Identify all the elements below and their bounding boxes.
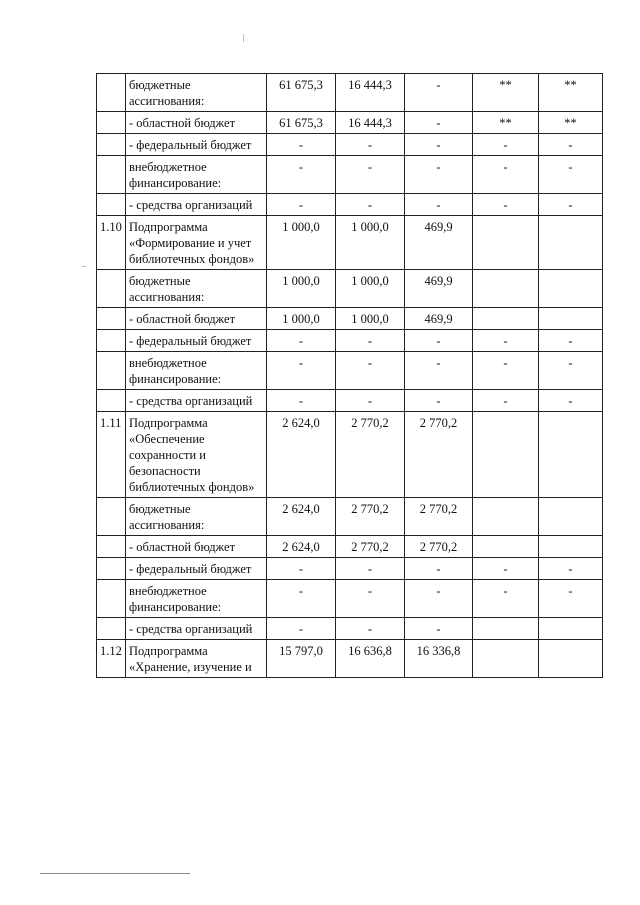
value-cell: 61 675,3 <box>267 112 336 134</box>
value-cell: - <box>539 156 603 194</box>
value-cell <box>473 308 539 330</box>
footer-rule <box>40 873 190 874</box>
scan-artifact-top <box>243 34 244 42</box>
value-cell: - <box>539 134 603 156</box>
value-cell: - <box>267 580 336 618</box>
value-cell: 2 770,2 <box>405 498 473 536</box>
value-cell <box>473 536 539 558</box>
row-label: внебюджетное финансирование: <box>126 352 267 390</box>
value-cell: - <box>405 352 473 390</box>
value-cell: - <box>267 618 336 640</box>
table-row <box>97 270 603 308</box>
table-row <box>97 74 603 112</box>
value-cell: - <box>473 134 539 156</box>
value-cell: 16 444,3 <box>336 112 405 134</box>
value-cell: - <box>336 134 405 156</box>
value-cell: - <box>267 558 336 580</box>
row-code: 1.10 <box>97 216 126 270</box>
value-cell: 469,9 <box>405 308 473 330</box>
table-row <box>97 330 603 352</box>
row-label: Подпрограмма «Хранение, изучение и <box>126 640 267 678</box>
budget-table <box>96 73 603 678</box>
value-cell: - <box>473 156 539 194</box>
row-label: - средства организаций <box>126 390 267 412</box>
scan-artifact-left <box>82 266 86 267</box>
value-cell: - <box>336 558 405 580</box>
value-cell: 2 624,0 <box>267 498 336 536</box>
row-label: бюджетные ассигнования: <box>126 498 267 536</box>
value-cell: ** <box>473 112 539 134</box>
value-cell: - <box>405 330 473 352</box>
value-cell: - <box>405 112 473 134</box>
value-cell <box>473 498 539 536</box>
row-code <box>97 74 126 112</box>
value-cell: 2 770,2 <box>336 536 405 558</box>
value-cell: - <box>473 558 539 580</box>
budget-table-body <box>97 74 603 678</box>
table-row <box>97 308 603 330</box>
value-cell: - <box>405 558 473 580</box>
table-row <box>97 640 603 678</box>
row-label: - федеральный бюджет <box>126 134 267 156</box>
value-cell: - <box>267 330 336 352</box>
value-cell: - <box>405 156 473 194</box>
value-cell: - <box>336 194 405 216</box>
value-cell: - <box>405 134 473 156</box>
table-row <box>97 498 603 536</box>
row-code: 1.11 <box>97 412 126 498</box>
value-cell: 61 675,3 <box>267 74 336 112</box>
value-cell: 1 000,0 <box>336 216 405 270</box>
value-cell: ** <box>473 74 539 112</box>
value-cell <box>539 618 603 640</box>
value-cell <box>539 308 603 330</box>
value-cell: - <box>539 580 603 618</box>
value-cell <box>539 270 603 308</box>
value-cell <box>473 216 539 270</box>
value-cell: ** <box>539 74 603 112</box>
table-row <box>97 536 603 558</box>
value-cell: 16 336,8 <box>405 640 473 678</box>
value-cell: - <box>405 390 473 412</box>
row-code: 1.12 <box>97 640 126 678</box>
value-cell: 469,9 <box>405 216 473 270</box>
value-cell: 16 636,8 <box>336 640 405 678</box>
row-code <box>97 352 126 390</box>
row-code <box>97 558 126 580</box>
value-cell: - <box>539 194 603 216</box>
value-cell: - <box>336 618 405 640</box>
value-cell <box>539 640 603 678</box>
value-cell: 15 797,0 <box>267 640 336 678</box>
value-cell <box>473 640 539 678</box>
value-cell: - <box>473 352 539 390</box>
row-code <box>97 308 126 330</box>
value-cell: - <box>267 156 336 194</box>
value-cell: - <box>267 134 336 156</box>
row-label: Подпрограмма «Обеспечение сохранности и безопасности библиотечных фондов» <box>126 412 267 498</box>
value-cell <box>539 498 603 536</box>
value-cell: - <box>473 330 539 352</box>
value-cell: 1 000,0 <box>267 270 336 308</box>
row-code <box>97 270 126 308</box>
value-cell: 16 444,3 <box>336 74 405 112</box>
value-cell: 1 000,0 <box>336 308 405 330</box>
row-code <box>97 536 126 558</box>
value-cell <box>539 536 603 558</box>
row-code <box>97 134 126 156</box>
row-code <box>97 156 126 194</box>
table-row <box>97 390 603 412</box>
value-cell <box>473 412 539 498</box>
value-cell: - <box>539 330 603 352</box>
row-label: бюджетные ассигнования: <box>126 270 267 308</box>
value-cell: - <box>405 580 473 618</box>
table-row <box>97 194 603 216</box>
value-cell: - <box>405 618 473 640</box>
row-code <box>97 194 126 216</box>
row-code <box>97 112 126 134</box>
value-cell: - <box>405 74 473 112</box>
table-row <box>97 112 603 134</box>
row-code <box>97 618 126 640</box>
row-label: бюджетные ассигнования: <box>126 74 267 112</box>
row-label: Подпрограмма «Формирование и учет библиотечных фондов» <box>126 216 267 270</box>
value-cell: - <box>336 390 405 412</box>
table-row <box>97 216 603 270</box>
row-label: - областной бюджет <box>126 112 267 134</box>
row-label: внебюджетное финансирование: <box>126 580 267 618</box>
value-cell: - <box>267 194 336 216</box>
value-cell <box>473 270 539 308</box>
table-row <box>97 352 603 390</box>
row-code <box>97 330 126 352</box>
value-cell: - <box>336 580 405 618</box>
value-cell <box>473 618 539 640</box>
value-cell: - <box>336 330 405 352</box>
value-cell <box>539 216 603 270</box>
table-row <box>97 558 603 580</box>
row-label: - федеральный бюджет <box>126 558 267 580</box>
table-row <box>97 412 603 498</box>
row-code <box>97 498 126 536</box>
value-cell: 2 770,2 <box>336 498 405 536</box>
row-label: - средства организаций <box>126 194 267 216</box>
value-cell: 1 000,0 <box>336 270 405 308</box>
value-cell: 2 624,0 <box>267 412 336 498</box>
value-cell: - <box>473 390 539 412</box>
row-label: - средства организаций <box>126 618 267 640</box>
value-cell: - <box>539 558 603 580</box>
row-label: - областной бюджет <box>126 536 267 558</box>
value-cell <box>539 412 603 498</box>
value-cell: - <box>473 580 539 618</box>
value-cell: - <box>539 390 603 412</box>
row-label: внебюджетное финансирование: <box>126 156 267 194</box>
table-row <box>97 618 603 640</box>
value-cell: 2 624,0 <box>267 536 336 558</box>
table-row <box>97 580 603 618</box>
value-cell: 2 770,2 <box>405 412 473 498</box>
row-code <box>97 390 126 412</box>
table-row <box>97 156 603 194</box>
value-cell: 1 000,0 <box>267 308 336 330</box>
value-cell: ** <box>539 112 603 134</box>
row-label: - областной бюджет <box>126 308 267 330</box>
value-cell: - <box>473 194 539 216</box>
value-cell: 2 770,2 <box>336 412 405 498</box>
value-cell: - <box>267 390 336 412</box>
value-cell: - <box>405 194 473 216</box>
row-code <box>97 580 126 618</box>
value-cell: 2 770,2 <box>405 536 473 558</box>
value-cell: 469,9 <box>405 270 473 308</box>
value-cell: - <box>336 352 405 390</box>
value-cell: 1 000,0 <box>267 216 336 270</box>
value-cell: - <box>336 156 405 194</box>
row-label: - федеральный бюджет <box>126 330 267 352</box>
value-cell: - <box>267 352 336 390</box>
value-cell: - <box>539 352 603 390</box>
table-row <box>97 134 603 156</box>
